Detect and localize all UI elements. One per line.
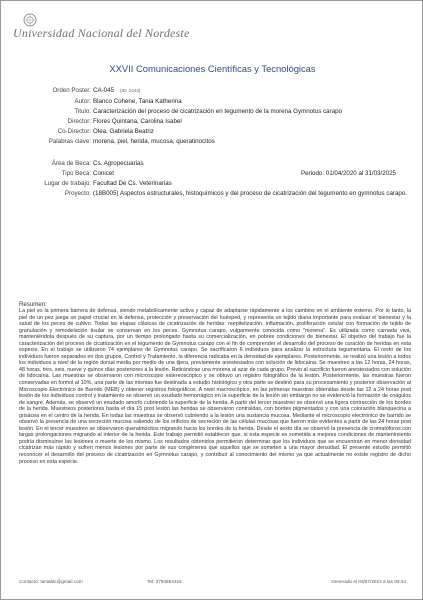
co-director-value: Olea, Gabriela Beatriz: [93, 128, 154, 135]
proyecto-value: (18B005) Aspectos estructurales, histoquímicos y del proceso de cicatrización del tegumento en gymnotus carapo.: [93, 190, 408, 197]
area-label: Área de Beca:: [51, 160, 91, 167]
footer-contacto: Contacto: taniablc@gmail.com: [19, 579, 83, 584]
university-seal-icon: [23, 13, 37, 27]
row-director: [1, 117, 423, 126]
periodo: [301, 169, 396, 178]
orden-poster-label: Orden Poster:: [52, 87, 91, 94]
director-value: Flores Quintana, Carolina Isabel: [93, 118, 182, 125]
row-area-beca: [1, 159, 423, 168]
row-palabras-clave: [1, 137, 423, 146]
row-tipo-beca: [1, 169, 423, 178]
row-orden-poster: [1, 86, 423, 95]
area-value: Cs. Agropecuarias: [93, 160, 144, 167]
proyecto-label: Proyecto:: [64, 190, 91, 197]
orden-poster-code: CA-045: [93, 87, 114, 94]
university-logo: [13, 15, 203, 47]
footer-generado: Generado el 03/07/2023 a las 09:44: [331, 579, 406, 584]
congress-title: XXVII Comunicaciones Científicas y Tecnológicas: [109, 63, 316, 74]
lugar-value: Facultad De Cs. Veterinarias: [93, 180, 172, 187]
resumen-label: Resumen:: [19, 301, 47, 308]
poster-id: (ID: 2443): [119, 88, 141, 93]
co-director-label: Co-Director:: [57, 128, 91, 135]
periodo-label: Periodo:: [301, 170, 325, 177]
lugar-label: Lugar de trabajo:: [44, 180, 91, 187]
titulo-label: Titulo:: [74, 108, 91, 115]
periodo-value: 01/04/2020 al 31/03/2025: [325, 170, 396, 177]
palabras-clave-value: morena, piel, herida, mucosa, queratinocitos: [93, 138, 215, 145]
row-co-director: [1, 127, 423, 136]
footer-tel: Tel: 3794854315: [147, 579, 182, 584]
tipo-beca-label: Tipo Beca:: [61, 170, 91, 177]
institution-name: Universidad Nacional del Nordeste: [13, 26, 190, 40]
autor-label: Autor:: [74, 98, 91, 105]
row-lugar-trabajo: [1, 179, 423, 188]
tipo-beca-value: Conicet: [93, 170, 114, 177]
orden-poster-value: [93, 86, 140, 95]
row-autor: [1, 97, 423, 106]
resumen-text: La piel es la primera barrera de defensa, siendo metabólicamente activa y capaz de adaptarse rápidamente a los cambios en el ambiente externo. Por lo tanto, la piel de un pez juega un papel crucial en la defensa, protección y preservación del huésped, y representa un tejido diana importante para evaluar el bienestar y la salud de los peces de cultivo. Todas las etapas clásicas de cicatrización de heridas: reepitelización, inflamación, proliferación celular con formación de tejido de granulación y remodelación tisular se conservan en los peces. Gymnotus carapo, vulgarmente conocida como "morena". Es utilizada como carnada viva, manteniéndola después de su captura, por un tiempo prolongado hasta su comercialización, en pobres condiciones de bienestar. El objetivo del trabajo fue la caracterización del proceso de cicatrización en el tegumento de Gymnotus carapo con el fin de comprender el desarrollo del proceso de curación de heridas en esta especie. En el trabajo se utilizaron 74 ejemplares de Gymnotus carapo. Se sacrificaron 6 individuos para analizar la estructura tegumentaria. El resto de los individuos fueron separados en dos grupos, Control y Tratamiento, la diferencia radicaba en la densidad de ejemplares. Posteriormente, se realizó una lesión a todos los individuos a nivel de la región dorsal media por medio de una tijera, previamente anestesiados con solución de lidocaína. Se muestreo a las 12 horas, 24 horas, 48 horas, tres, seis, nueve y quince días posteriores a la lesión. Retirándose una morena al azar de cada grupo. Previo al sacrificio fueron anestesiados con solución de lidocaína. Las muestras se observaron con microscopio estereoscópico y se obtuvo un registro fotográfico de la lesión. Posteriormente, las muestras fueron conservadas en formol al 10%, una parte de las mismas fue destinada a estudio histológico y otra parte se destinó para su procesamiento y posterior observación al Microscopio Electrónico de Barrido (MEB) y obtener registros fotográficos. A nivel macroscópico, en las primeras muestras obtenidas desde las 12 a 24 horas post lesión de los individuos control y tratamiento se observó un exudado hemorrágico en la superficie de la lesión sin embargo no se evidenció la formación de coágulos de sangre. Además, se observó un exudado amorfo cubriendo la superficie de la herida. A partir del tercer muestreo se observó una ligera contracción de los bordes de la herida. Muestreos posteriores hasta el día 15 post lesión las heridas se observaron contraídas, con bordes pigmentados y con una coloración blanquecina a grisácea en el centro de la herida. En todas las muestras se observó cubriendo a la lesión una sustancia mucosa. Mediante el microscopio electrónico de barrido se observó la presencia de una secreción mucosa saliendo de los orificios de secreción de las células mucosas que fueron más evidentes a partir de las 24 horas post lesión. En el tercer muestreo se observaron queratinocitos migrando hacia los bordes de la herida. Desde el sexto día se observó la presencia de cromatóforos con largas prolongaciones migrando al interior de la herida. Este trabajo permitió establecer que, si esta especie es sometida a mejores condiciones de mantenimiento podría disminuirse las lesiones o muerte de los mismo. Los resultados obtenidos permitieron determinar que los individuos que se encuentran en menor densidad cicatrizan más rápido y sufren menos lesiones por parte de sus congéneres que aquellos que se someten a una mayor densidad. El presente estudio permitió reconocer el desarrollo del proceso de cicatrización en Gymnotus carapo, y contribuir al conocimiento del mismo ya que actualmente no existe registro de dicho proceso en esta especie.: [19, 308, 411, 465]
autor-value: Blanco Cohene, Tania Katherina: [93, 98, 182, 105]
palabras-clave-label: Palabras clave:: [48, 138, 91, 145]
director-label: Director:: [67, 118, 91, 125]
row-proyecto: [1, 189, 423, 198]
row-titulo: [1, 107, 423, 116]
titulo-value: Caracterización del proceso de cicatrización en tegumento de la morena Gymnotus carapo: [93, 108, 343, 115]
